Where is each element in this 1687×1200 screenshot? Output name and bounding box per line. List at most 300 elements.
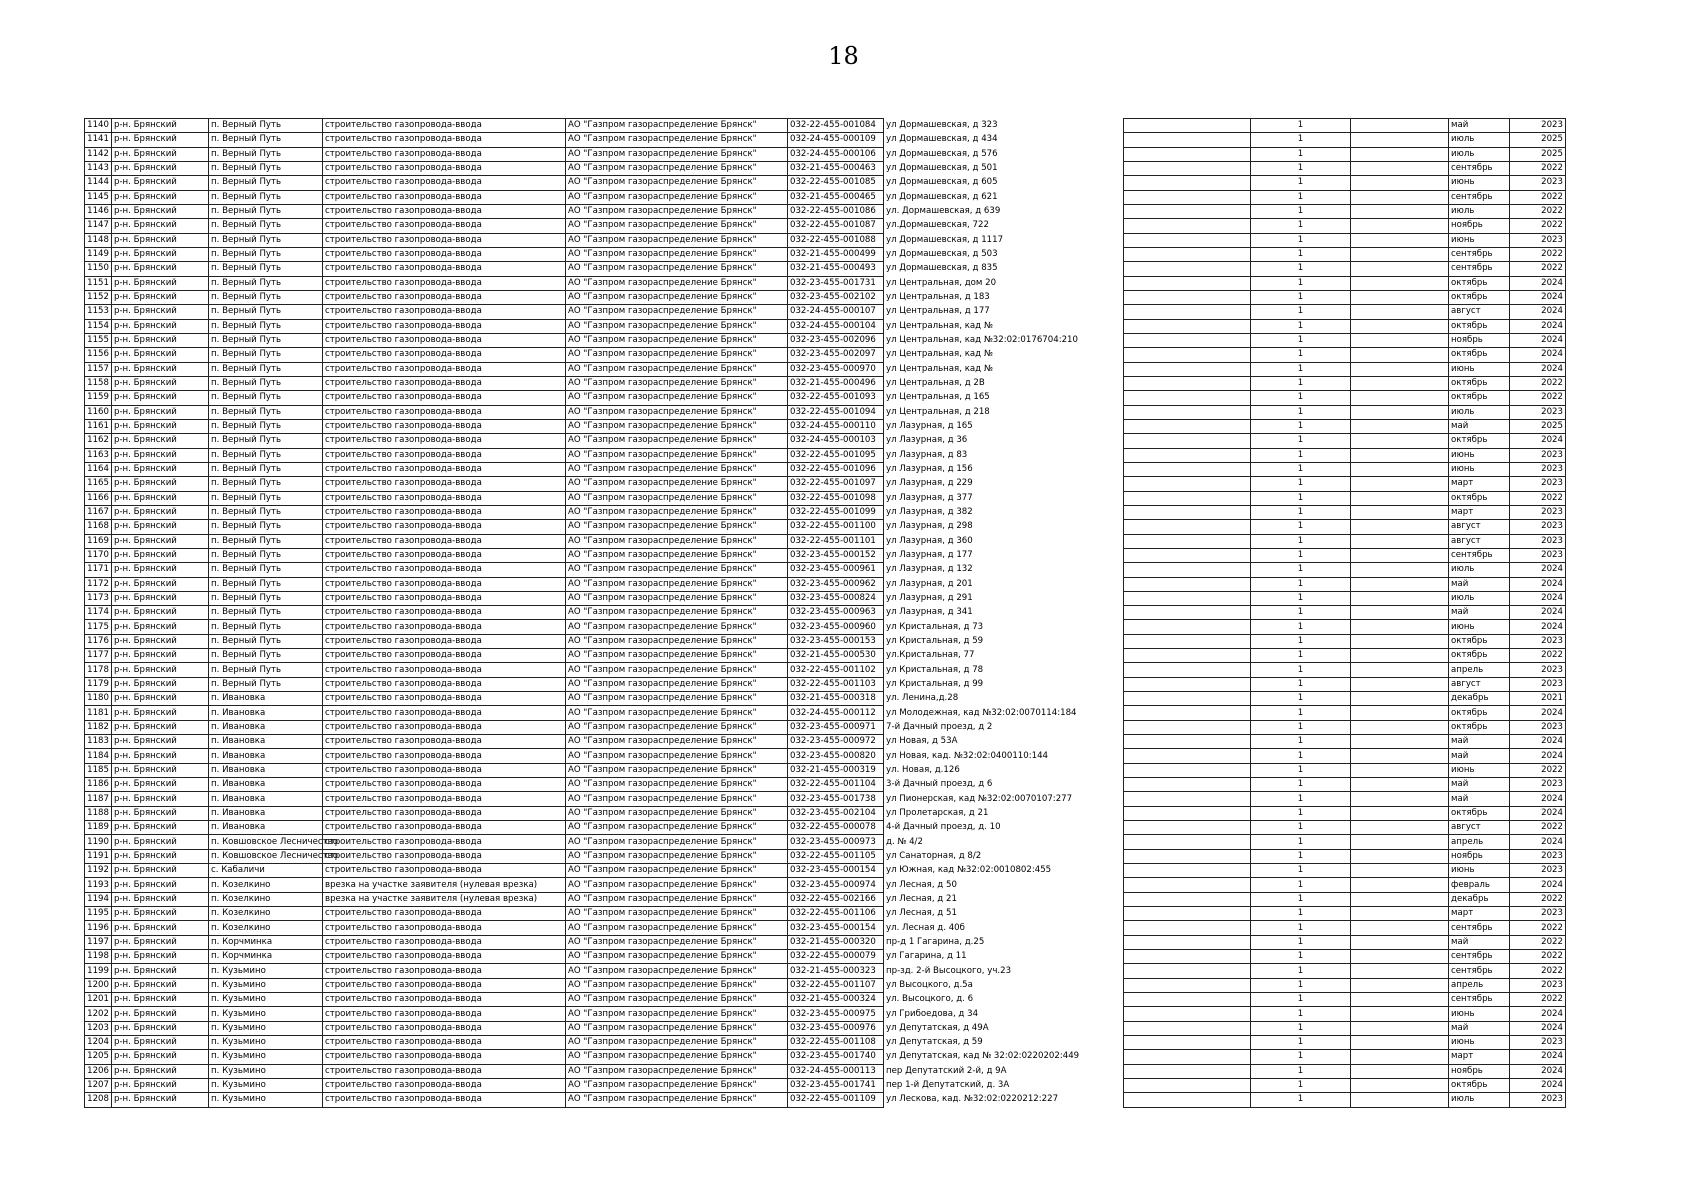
organization-cell: АО "Газпром газораспределение Брянск" xyxy=(566,247,788,261)
organization-cell: АО "Газпром газораспределение Брянск" xyxy=(566,921,788,935)
year-cell: 2022 xyxy=(1510,491,1566,505)
table-row xyxy=(85,993,1125,1007)
address-cell: ул Лазурная, д 298 xyxy=(884,520,1125,534)
work-type-cell: строительство газопровода-ввода xyxy=(323,276,566,290)
table-row xyxy=(85,219,1125,233)
year-cell: 2024 xyxy=(1510,290,1566,304)
empty-cell xyxy=(1124,448,1251,462)
table-row xyxy=(1124,462,1566,476)
table-row xyxy=(1124,434,1566,448)
row-number: 1163 xyxy=(85,448,112,462)
table-row xyxy=(1124,692,1566,706)
quantity-cell: 1 xyxy=(1251,706,1351,720)
table-row xyxy=(85,505,1125,519)
empty-cell xyxy=(1351,477,1449,491)
empty-cell xyxy=(1351,563,1449,577)
empty-cell xyxy=(1124,319,1251,333)
month-cell: март xyxy=(1449,907,1510,921)
quantity-cell: 1 xyxy=(1251,993,1351,1007)
quantity-cell: 1 xyxy=(1251,1064,1351,1078)
quantity-cell: 1 xyxy=(1251,749,1351,763)
district-cell: р-н. Брянский xyxy=(112,247,209,261)
address-cell: ул Центральная, дом 20 xyxy=(884,276,1125,290)
month-cell: июнь xyxy=(1449,864,1510,878)
settlement-cell: п. Верный Путь xyxy=(209,176,323,190)
row-number: 1196 xyxy=(85,921,112,935)
month-cell: сентябрь xyxy=(1449,950,1510,964)
year-cell: 2023 xyxy=(1510,1093,1566,1107)
table-row xyxy=(1124,391,1566,405)
empty-cell xyxy=(1124,921,1251,935)
empty-cell xyxy=(1124,204,1251,218)
organization-cell: АО "Газпром газораспределение Брянск" xyxy=(566,348,788,362)
year-cell: 2024 xyxy=(1510,706,1566,720)
district-cell: р-н. Брянский xyxy=(112,677,209,691)
work-type-cell: строительство газопровода-ввода xyxy=(323,190,566,204)
row-number: 1157 xyxy=(85,362,112,376)
empty-cell xyxy=(1124,190,1251,204)
address-cell: ул Центральная, д 165 xyxy=(884,391,1125,405)
code-cell: 032-23-455-002104 xyxy=(788,806,884,820)
table-row xyxy=(85,878,1125,892)
address-cell: пр-д 1 Гагарина, д.25 xyxy=(884,935,1125,949)
settlement-cell: п. Козелкино xyxy=(209,878,323,892)
code-cell: 032-24-455-000107 xyxy=(788,305,884,319)
month-cell: ноябрь xyxy=(1449,1064,1510,1078)
row-number: 1192 xyxy=(85,864,112,878)
row-number: 1156 xyxy=(85,348,112,362)
table-row xyxy=(1124,204,1566,218)
month-cell: октябрь xyxy=(1449,720,1510,734)
table-row xyxy=(85,806,1125,820)
row-number: 1159 xyxy=(85,391,112,405)
work-type-cell: строительство газопровода-ввода xyxy=(323,821,566,835)
month-cell: сентябрь xyxy=(1449,964,1510,978)
organization-cell: АО "Газпром газораспределение Брянск" xyxy=(566,204,788,218)
organization-cell: АО "Газпром газораспределение Брянск" xyxy=(566,1007,788,1021)
organization-cell: АО "Газпром газораспределение Брянск" xyxy=(566,792,788,806)
month-cell: октябрь xyxy=(1449,634,1510,648)
empty-cell xyxy=(1351,505,1449,519)
district-cell: р-н. Брянский xyxy=(112,634,209,648)
organization-cell: АО "Газпром газораспределение Брянск" xyxy=(566,878,788,892)
work-type-cell: строительство газопровода-ввода xyxy=(323,247,566,261)
table-row xyxy=(1124,663,1566,677)
month-cell: май xyxy=(1449,577,1510,591)
settlement-cell: п. Верный Путь xyxy=(209,119,323,133)
code-cell: 032-22-455-001105 xyxy=(788,849,884,863)
work-type-cell: строительство газопровода-ввода xyxy=(323,161,566,175)
address-cell: ул Кристальная, д 59 xyxy=(884,634,1125,648)
month-cell: июль xyxy=(1449,405,1510,419)
empty-cell xyxy=(1124,1064,1251,1078)
empty-cell xyxy=(1124,706,1251,720)
district-cell: р-н. Брянский xyxy=(112,692,209,706)
work-type-cell: строительство газопровода-ввода xyxy=(323,606,566,620)
quantity-cell: 1 xyxy=(1251,333,1351,347)
table-row xyxy=(1124,1036,1566,1050)
empty-cell xyxy=(1351,448,1449,462)
empty-cell xyxy=(1351,233,1449,247)
district-cell: р-н. Брянский xyxy=(112,864,209,878)
table-row xyxy=(85,1050,1125,1064)
year-cell: 2025 xyxy=(1510,419,1566,433)
quantity-cell: 1 xyxy=(1251,1078,1351,1092)
year-cell: 2024 xyxy=(1510,1021,1566,1035)
year-cell: 2023 xyxy=(1510,978,1566,992)
empty-cell xyxy=(1124,477,1251,491)
month-cell: сентябрь xyxy=(1449,548,1510,562)
row-number: 1143 xyxy=(85,161,112,175)
settlement-cell: п. Ковшовское Лесничество xyxy=(209,835,323,849)
year-cell: 2024 xyxy=(1510,735,1566,749)
quantity-cell: 1 xyxy=(1251,735,1351,749)
table-row xyxy=(1124,749,1566,763)
settlement-cell: п. Верный Путь xyxy=(209,147,323,161)
settlement-cell: п. Ивановка xyxy=(209,706,323,720)
code-cell: 032-21-455-000319 xyxy=(788,763,884,777)
empty-cell xyxy=(1351,835,1449,849)
table-row xyxy=(1124,534,1566,548)
code-cell: 032-22-455-001102 xyxy=(788,663,884,677)
table-row xyxy=(1124,577,1566,591)
district-cell: р-н. Брянский xyxy=(112,849,209,863)
table-row xyxy=(1124,161,1566,175)
month-cell: июнь xyxy=(1449,1007,1510,1021)
empty-cell xyxy=(1124,491,1251,505)
work-type-cell: строительство газопровода-ввода xyxy=(323,978,566,992)
empty-cell xyxy=(1351,1064,1449,1078)
code-cell: 032-23-455-000152 xyxy=(788,548,884,562)
settlement-cell: п. Ковшовское Лесничество xyxy=(209,849,323,863)
table-row xyxy=(85,462,1125,476)
table-row xyxy=(85,835,1125,849)
code-cell: 032-21-455-000496 xyxy=(788,376,884,390)
code-cell: 032-24-455-000113 xyxy=(788,1064,884,1078)
table-row xyxy=(85,133,1125,147)
settlement-cell: п. Козелкино xyxy=(209,921,323,935)
district-cell: р-н. Брянский xyxy=(112,563,209,577)
work-type-cell: строительство газопровода-ввода xyxy=(323,534,566,548)
row-number: 1151 xyxy=(85,276,112,290)
table-row xyxy=(1124,362,1566,376)
empty-cell xyxy=(1351,749,1449,763)
empty-cell xyxy=(1124,806,1251,820)
quantity-cell: 1 xyxy=(1251,1021,1351,1035)
district-cell: р-н. Брянский xyxy=(112,1007,209,1021)
empty-cell xyxy=(1351,921,1449,935)
empty-cell xyxy=(1351,219,1449,233)
month-cell: февраль xyxy=(1449,878,1510,892)
table-row xyxy=(85,763,1125,777)
settlement-cell: п. Корчминка xyxy=(209,935,323,949)
settlement-cell: п. Верный Путь xyxy=(209,333,323,347)
address-cell: ул Лазурная, д 382 xyxy=(884,505,1125,519)
organization-cell: АО "Газпром газораспределение Брянск" xyxy=(566,649,788,663)
organization-cell: АО "Газпром газораспределение Брянск" xyxy=(566,520,788,534)
year-cell: 2023 xyxy=(1510,849,1566,863)
settlement-cell: п. Корчминка xyxy=(209,950,323,964)
address-cell: пр-зд. 2-й Высоцкого, уч.23 xyxy=(884,964,1125,978)
work-type-cell: строительство газопровода-ввода xyxy=(323,305,566,319)
empty-cell xyxy=(1124,763,1251,777)
row-number: 1194 xyxy=(85,892,112,906)
year-cell: 2022 xyxy=(1510,763,1566,777)
address-cell: ул Центральная, кад № xyxy=(884,319,1125,333)
settlement-cell: п. Ивановка xyxy=(209,720,323,734)
organization-cell: АО "Газпром газораспределение Брянск" xyxy=(566,978,788,992)
empty-cell xyxy=(1124,634,1251,648)
quantity-cell: 1 xyxy=(1251,161,1351,175)
year-cell: 2023 xyxy=(1510,477,1566,491)
quantity-cell: 1 xyxy=(1251,262,1351,276)
work-type-cell: строительство газопровода-ввода xyxy=(323,520,566,534)
organization-cell: АО "Газпром газораспределение Брянск" xyxy=(566,233,788,247)
settlement-cell: п. Верный Путь xyxy=(209,663,323,677)
address-cell: ул Лазурная, д 229 xyxy=(884,477,1125,491)
table-row xyxy=(85,620,1125,634)
organization-cell: АО "Газпром газораспределение Брянск" xyxy=(566,262,788,276)
address-cell: ул Дормашевская, д 621 xyxy=(884,190,1125,204)
code-cell: 032-22-455-001084 xyxy=(788,119,884,133)
table-row xyxy=(85,606,1125,620)
quantity-cell: 1 xyxy=(1251,505,1351,519)
empty-cell xyxy=(1124,262,1251,276)
month-cell: сентябрь xyxy=(1449,262,1510,276)
row-number: 1166 xyxy=(85,491,112,505)
settlement-cell: п. Кузьмино xyxy=(209,1036,323,1050)
quantity-cell: 1 xyxy=(1251,434,1351,448)
quantity-cell: 1 xyxy=(1251,921,1351,935)
address-cell: ул Лескова, кад. №32:02:0220212:227 xyxy=(884,1093,1125,1107)
year-cell: 2023 xyxy=(1510,634,1566,648)
empty-cell xyxy=(1124,348,1251,362)
table-row xyxy=(1124,864,1566,878)
empty-cell xyxy=(1351,534,1449,548)
year-cell: 2023 xyxy=(1510,864,1566,878)
district-cell: р-н. Брянский xyxy=(112,921,209,935)
table-row xyxy=(85,434,1125,448)
quantity-cell: 1 xyxy=(1251,892,1351,906)
settlement-cell: п. Верный Путь xyxy=(209,563,323,577)
empty-cell xyxy=(1351,620,1449,634)
table-row xyxy=(85,677,1125,691)
organization-cell: АО "Газпром газораспределение Брянск" xyxy=(566,763,788,777)
work-type-cell: строительство газопровода-ввода xyxy=(323,577,566,591)
district-cell: р-н. Брянский xyxy=(112,376,209,390)
empty-cell xyxy=(1124,663,1251,677)
table-row xyxy=(1124,620,1566,634)
quantity-cell: 1 xyxy=(1251,792,1351,806)
district-cell: р-н. Брянский xyxy=(112,133,209,147)
row-number: 1141 xyxy=(85,133,112,147)
work-type-cell: строительство газопровода-ввода xyxy=(323,620,566,634)
table-row xyxy=(85,319,1125,333)
district-cell: р-н. Брянский xyxy=(112,663,209,677)
table-row xyxy=(85,1007,1125,1021)
month-cell: октябрь xyxy=(1449,376,1510,390)
table-row xyxy=(85,419,1125,433)
organization-cell: АО "Газпром газораспределение Брянск" xyxy=(566,634,788,648)
address-cell: ул Пролетарская, д 21 xyxy=(884,806,1125,820)
address-cell: ул Лазурная, д 341 xyxy=(884,606,1125,620)
settlement-cell: п. Ивановка xyxy=(209,692,323,706)
work-type-cell: строительство газопровода-ввода xyxy=(323,864,566,878)
address-cell: 4-й Дачный проезд, д. 10 xyxy=(884,821,1125,835)
settlement-cell: п. Верный Путь xyxy=(209,419,323,433)
work-type-cell: строительство газопровода-ввода xyxy=(323,477,566,491)
month-cell: июнь xyxy=(1449,448,1510,462)
code-cell: 032-21-455-000493 xyxy=(788,262,884,276)
settlement-cell: п. Верный Путь xyxy=(209,319,323,333)
row-number: 1170 xyxy=(85,548,112,562)
year-cell: 2024 xyxy=(1510,835,1566,849)
empty-cell xyxy=(1351,190,1449,204)
empty-cell xyxy=(1124,849,1251,863)
table-row xyxy=(1124,677,1566,691)
district-cell: р-н. Брянский xyxy=(112,749,209,763)
empty-cell xyxy=(1124,462,1251,476)
table-row xyxy=(85,362,1125,376)
district-cell: р-н. Брянский xyxy=(112,763,209,777)
table-row xyxy=(1124,133,1566,147)
quantity-cell: 1 xyxy=(1251,577,1351,591)
empty-cell xyxy=(1124,950,1251,964)
row-number: 1205 xyxy=(85,1050,112,1064)
year-cell: 2022 xyxy=(1510,993,1566,1007)
row-number: 1150 xyxy=(85,262,112,276)
month-cell: июнь xyxy=(1449,233,1510,247)
table-row xyxy=(85,663,1125,677)
month-cell: июль xyxy=(1449,563,1510,577)
year-cell: 2022 xyxy=(1510,649,1566,663)
settlement-cell: п. Кузьмино xyxy=(209,1078,323,1092)
row-number: 1153 xyxy=(85,305,112,319)
empty-cell xyxy=(1124,892,1251,906)
empty-cell xyxy=(1351,405,1449,419)
empty-cell xyxy=(1351,161,1449,175)
table-row xyxy=(1124,262,1566,276)
month-cell: октябрь xyxy=(1449,649,1510,663)
district-cell: р-н. Брянский xyxy=(112,391,209,405)
address-cell: ул. Новая, д.126 xyxy=(884,763,1125,777)
district-cell: р-н. Брянский xyxy=(112,219,209,233)
code-cell: 032-23-455-000153 xyxy=(788,634,884,648)
settlement-cell: п. Верный Путь xyxy=(209,247,323,261)
district-cell: р-н. Брянский xyxy=(112,262,209,276)
empty-cell xyxy=(1124,520,1251,534)
address-cell: ул Центральная, д 183 xyxy=(884,290,1125,304)
quantity-cell: 1 xyxy=(1251,176,1351,190)
table-row xyxy=(85,548,1125,562)
district-cell: р-н. Брянский xyxy=(112,1050,209,1064)
quantity-cell: 1 xyxy=(1251,821,1351,835)
row-number: 1207 xyxy=(85,1078,112,1092)
organization-cell: АО "Газпром газораспределение Брянск" xyxy=(566,376,788,390)
month-cell: март xyxy=(1449,1050,1510,1064)
work-type-cell: строительство газопровода-ввода xyxy=(323,935,566,949)
empty-cell xyxy=(1351,362,1449,376)
code-cell: 032-23-455-000970 xyxy=(788,362,884,376)
quantity-cell: 1 xyxy=(1251,491,1351,505)
table-row xyxy=(1124,735,1566,749)
address-cell: ул Лесная, д 50 xyxy=(884,878,1125,892)
organization-cell: АО "Газпром газораспределение Брянск" xyxy=(566,176,788,190)
table-row xyxy=(85,348,1125,362)
code-cell: 032-23-455-000154 xyxy=(788,864,884,878)
gas-connection-table-schedule xyxy=(1123,118,1566,1108)
address-cell: ул Центральная, кад № xyxy=(884,348,1125,362)
month-cell: июнь xyxy=(1449,362,1510,376)
empty-cell xyxy=(1351,119,1449,133)
code-cell: 032-21-455-000530 xyxy=(788,649,884,663)
year-cell: 2025 xyxy=(1510,147,1566,161)
empty-cell xyxy=(1124,692,1251,706)
empty-cell xyxy=(1124,864,1251,878)
table-row xyxy=(85,1036,1125,1050)
work-type-cell: строительство газопровода-ввода xyxy=(323,548,566,562)
table-row xyxy=(85,376,1125,390)
table-row xyxy=(1124,119,1566,133)
address-cell: ул Новая, кад. №32:02:0400110:144 xyxy=(884,749,1125,763)
organization-cell: АО "Газпром газораспределение Брянск" xyxy=(566,391,788,405)
organization-cell: АО "Газпром газораспределение Брянск" xyxy=(566,677,788,691)
table-row xyxy=(1124,763,1566,777)
table-row xyxy=(85,477,1125,491)
year-cell: 2025 xyxy=(1510,133,1566,147)
table-row xyxy=(1124,1021,1566,1035)
organization-cell: АО "Газпром газораспределение Брянск" xyxy=(566,119,788,133)
table-row xyxy=(1124,348,1566,362)
district-cell: р-н. Брянский xyxy=(112,778,209,792)
work-type-cell: строительство газопровода-ввода xyxy=(323,434,566,448)
work-type-cell: строительство газопровода-ввода xyxy=(323,907,566,921)
address-cell: ул Гагарина, д 11 xyxy=(884,950,1125,964)
code-cell: 032-24-455-000110 xyxy=(788,419,884,433)
code-cell: 032-23-455-000972 xyxy=(788,735,884,749)
quantity-cell: 1 xyxy=(1251,1093,1351,1107)
empty-cell xyxy=(1124,333,1251,347)
organization-cell: АО "Газпром газораспределение Брянск" xyxy=(566,276,788,290)
empty-cell xyxy=(1351,305,1449,319)
table-row xyxy=(85,921,1125,935)
empty-cell xyxy=(1351,434,1449,448)
code-cell: 032-22-455-001108 xyxy=(788,1036,884,1050)
month-cell: октябрь xyxy=(1449,434,1510,448)
settlement-cell: п. Верный Путь xyxy=(209,477,323,491)
empty-cell xyxy=(1351,1050,1449,1064)
empty-cell xyxy=(1124,749,1251,763)
quantity-cell: 1 xyxy=(1251,534,1351,548)
quantity-cell: 1 xyxy=(1251,606,1351,620)
table-row xyxy=(1124,548,1566,562)
settlement-cell: п. Верный Путь xyxy=(209,462,323,476)
address-cell: ул Лазурная, д 36 xyxy=(884,434,1125,448)
code-cell: 032-23-455-000154 xyxy=(788,921,884,935)
month-cell: сентябрь xyxy=(1449,247,1510,261)
code-cell: 032-22-455-000078 xyxy=(788,821,884,835)
organization-cell: АО "Газпром газораспределение Брянск" xyxy=(566,434,788,448)
code-cell: 032-23-455-000960 xyxy=(788,620,884,634)
table-row xyxy=(85,119,1125,133)
year-cell: 2022 xyxy=(1510,391,1566,405)
row-number: 1183 xyxy=(85,735,112,749)
settlement-cell: п. Кузьмино xyxy=(209,1021,323,1035)
quantity-cell: 1 xyxy=(1251,864,1351,878)
table-row xyxy=(85,190,1125,204)
row-number: 1177 xyxy=(85,649,112,663)
address-cell: 3-й Дачный проезд, д 6 xyxy=(884,778,1125,792)
